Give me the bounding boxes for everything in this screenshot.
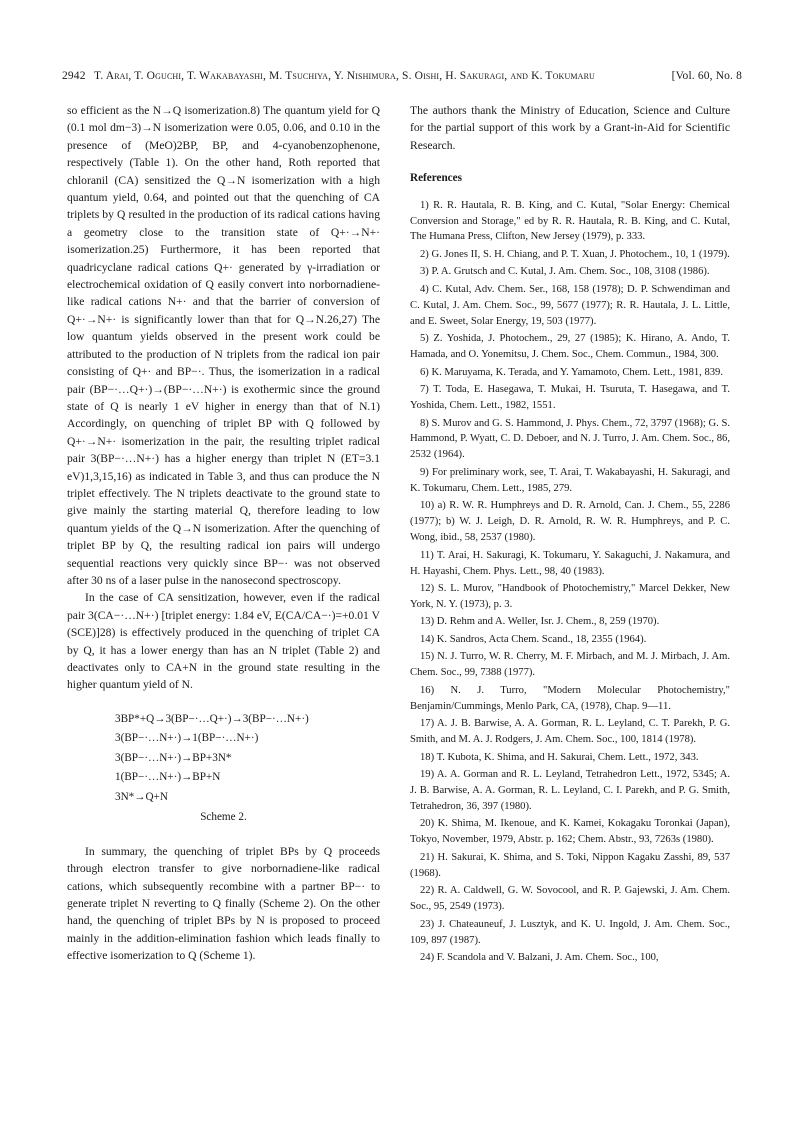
reference-item: 23) J. Chateauneuf, J. Lusztyk, and K. U. Ingold, J. Am. Chem. Soc., 109, 897 (1987).: [410, 918, 730, 946]
scheme-equation: 3(BP−·…N+·)→BP+3N*: [115, 751, 232, 764]
right-column: [410, 102, 730, 968]
header-volume: [Vol. 60, No. 8: [671, 70, 742, 82]
summary-paragraph: In summary, the quenching of triplet BPs by Q proceeds through electron transfer to give norbornadiene-like radical cations, which subsequently recombine with a partner BP−· to generate triplet N reverting to Q finally (Scheme 2). On the other hand, the quenching of triplet BPs by N is proposed to proceed mainly in the addition-elimination fashion which leads finally to effective isomerization to Q (Scheme 1).: [67, 844, 380, 963]
reference-item: 20) K. Shima, M. Ikenoue, and K. Kamei, Kokagaku Toronkai (Japan), Tokyo, November, 1979, Abstr. p. 162; Chem. Abstr., 93, 7263s (1980).: [410, 818, 730, 846]
reference-item: 16) N. J. Turro, "Modern Molecular Photochemistry," Benjamin/Cummings, Menlo Park, CA, (1978), Chap. 9—11.: [410, 684, 730, 712]
reference-item: 7) T. Toda, E. Hasegawa, T. Mukai, H. Tsuruta, T. Hasegawa, and T. Yoshida, Chem. Lett., 1982, 1551.: [410, 384, 730, 412]
reference-item: 5) Z. Yoshida, J. Photochem., 29, 27 (1985); K. Hirano, A. Ando, T. Hamada, and O. Yonemitsu, J. Chem. Soc., Chem. Commun., 1984, 300.: [410, 333, 730, 361]
references-heading: References: [410, 172, 462, 185]
reference-item: 6) K. Maruyama, K. Terada, and Y. Yamamoto, Chem. Lett., 1981, 839.: [420, 366, 723, 378]
reference-item: 11) T. Arai, H. Sakuragi, K. Tokumaru, Y. Sakaguchi, J. Nakamura, and H. Hayashi, Chem. Phys. Lett., 98, 40 (1983).: [410, 549, 730, 577]
reference-item: 13) D. Rehm and A. Weller, Isr. J. Chem., 8, 259 (1970).: [420, 616, 660, 628]
reference-item: 8) S. Murov and G. S. Hammond, J. Phys. Chem., 72, 3797 (1968); G. S. Hammond, P. Wyatt, C. D. Deboer, and N. J. Turro, J. Am. Chem. Soc., 86, 2532 (1964).: [410, 417, 730, 461]
scheme-equation: 3BP*+Q→3(BP−·…Q+·)→3(BP−·…N+·): [115, 712, 309, 725]
reference-item: 14) K. Sandros, Acta Chem. Scand., 18, 2355 (1964).: [420, 633, 647, 645]
reference-item: 4) C. Kutal, Adv. Chem. Ser., 168, 158 (1978); D. P. Schwendiman and C. Kutal, J. Am. Chem. Soc., 99, 5677 (1977); R. R. Hautala, J. L. Little, and E. Sweet, Solar Energy, 19, 503 (1977).: [410, 283, 730, 327]
reference-list: [410, 198, 730, 966]
reference-item: 2) G. Jones II, S. H. Chiang, and P. T. Xuan, J. Photochem., 10, 1 (1979).: [420, 248, 730, 260]
scheme-caption: Scheme 2.: [200, 811, 247, 824]
reference-item: 18) T. Kubota, K. Shima, and H. Sakurai, Chem. Lett., 1972, 343.: [420, 751, 699, 763]
reference-item: 24) F. Scandola and V. Balzani, J. Am. Chem. Soc., 100,: [420, 952, 659, 964]
reaction-scheme: [67, 710, 380, 808]
reference-item: 10) a) R. W. R. Humphreys and D. R. Arnold, Can. J. Chem., 55, 2286 (1977); b) W. J. Leigh, D. R. Arnold, R. W. R. Humphreys, and P. C. Wong, ibid., 58, 2537 (1980).: [410, 500, 730, 544]
reference-item: 15) N. J. Turro, W. R. Cherry, M. F. Mirbach, and M. J. Mirbach, J. Am. Chem. Soc., 99, 7388 (1977).: [410, 651, 730, 679]
acknowledgement: The authors thank the Ministry of Education, Science and Culture for the partial support of this work by a Grant-in-Aid for Scientific Research.: [410, 104, 730, 152]
reference-item: 21) H. Sakurai, K. Shima, and S. Toki, Nippon Kagaku Zasshi, 89, 537 (1968).: [410, 851, 730, 879]
scheme-equation: 1(BP−·…N+·)→BP+N: [115, 771, 221, 784]
reference-item: 17) A. J. B. Barwise, A. A. Gorman, R. L. Leyland, C. T. Parekh, P. G. Smith, and M. A. J. Rodgers, J. Am. Chem. Soc., 100, 1814 (1978).: [410, 718, 730, 746]
page-number: 2942: [62, 70, 86, 82]
scheme-equation: 3(BP−·…N+·)→1(BP−·…N+·): [115, 732, 259, 745]
header-authors: T. Arai, T. Oguchi, T. Wakabayashi, M. Tsuchiya, Y. Nishimura, S. Oishi, H. Sakuragi, and K. Tokumaru: [94, 70, 595, 82]
body-paragraph: so efficient as the N→Q isomerization.8) The quantum yield for Q (0.1 mol dm−3)→N isomerization were 0.05, 0.06, and 0.10 in the presence of (MeO)2BP, BP, and 4-cyanobenzophenone, respectively (Table 1). On the other hand, Roth reported that chloranil (CA) sensitized the Q→N isomerization with a high quantum yield, 0.64, and pointed out that the quenching of CA triplets by Q resulted in the production of its radical cations having a geometry close to the transition state of Q+·→N+· isomerization.25) Furthermore, it has been reported that quadricyclane radical cations Q+· generated by γ-irradiation or electrochemical oxidation of Q easily convert into norbornadiene-like radical cations N+· and that the barrier of conversion of Q+·→N+· is significantly lower than that for Q→N.26,27) The low quantum yields observed in the present work could be attributed to the production of N triplets from the radical ion pair consisting of Q+· and BP−·. Thus, the isomerization in a radical pair (BP−·…Q+·)→(BP−·…N+·) is exothermic since the ground state of Q is nearly 1 eV higher in energy than that of N.1) Accordingly, on quenching of triplet BP with Q followed by Q+·→N+· isomerization in the pair, the resulting triplet radical pair 3(BP−·…N+·) has a higher energy than triplet N (ET=3.1 eV)1,3,15,16) as indicated in Table 3, and thus can produce the N triplet effectively. The N triplets deactivate to the ground state to give mainly the starting material Q, therefore leading to low quantum yields of the Q→N isomerization. After the quenching of triplet BP by Q, the resulting radical ion pairs will undergo sequential reactions very quickly since BP−· was not observed after 30 ns of a laser pulse in the nanosecond spectroscopy.: [67, 104, 380, 587]
reference-item: 19) A. A. Gorman and R. L. Leyland, Tetrahedron Lett., 1972, 5345; A. J. B. Barwise, A. A. Gorman, R. L. Leyland, C. I. Parekh, and P. G. Smith, Tetrahedron, 36, 397 (1980).: [410, 769, 730, 812]
body-paragraph: In the case of CA sensitization, however, even if the radical pair 3(CA−·…N+·) [triplet energy: 1.84 eV, E(CA/CA−·)=+0.01 V (SCE)]28) is effectively produced in the quenching of triplet CA by Q, it has a lower energy than has an N triplet (Table 2) and deactivates only to CA+N in the ground state resulting in the higher quantum yield of N.: [67, 591, 380, 692]
running-header: [62, 70, 742, 86]
reference-item: 3) P. A. Grutsch and C. Kutal, J. Am. Chem. Soc., 108, 3108 (1986).: [420, 266, 710, 278]
reference-item: 1) R. R. Hautala, R. B. King, and C. Kutal, "Solar Energy: Chemical Conversion and Storage," ed by R. R. Hautala, R. B. King, and C. Kutal, The Humana Press, Clifton, New Jersey (1979), p. 333.: [410, 199, 730, 243]
left-column: [67, 102, 380, 965]
reference-item: 9) For preliminary work, see, T. Arai, T. Wakabayashi, H. Sakuragi, and K. Tokumaru, Chem. Lett., 1985, 279.: [410, 466, 730, 494]
reference-item: 22) R. A. Caldwell, G. W. Sovocool, and R. P. Gajewski, J. Am. Chem. Soc., 95, 2549 (1973).: [410, 885, 730, 913]
reference-item: 12) S. L. Murov, "Handbook of Photochemistry," Marcel Dekker, New York, N. Y. (1973), p. 3.: [410, 583, 730, 610]
scheme-equation: 3N*→Q+N: [115, 790, 168, 803]
